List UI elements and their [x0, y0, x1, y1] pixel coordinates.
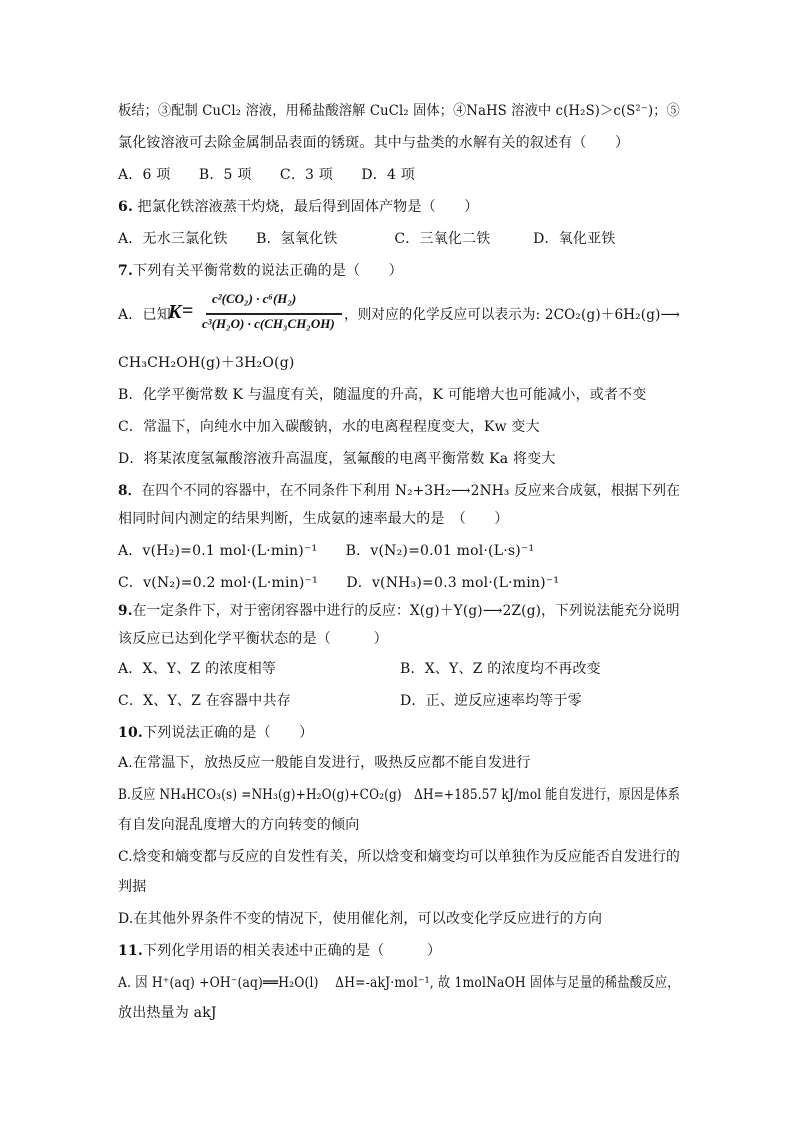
q7-option-a-post: ，则对应的化学反应可以表示为: 2CO₂(g)＋6H₂(g)⟶ — [344, 307, 681, 323]
question-7 — [118, 262, 403, 280]
q10-option-b: B.反应 NH₄HCO₃(s) =NH₃(g)+H₂O(g)+CO₂(g) ΔH=+185.57 kJ/mol 能自发进行，原因是体系 — [118, 787, 680, 803]
equilibrium-constant-formula — [168, 291, 344, 339]
q10-option-c: C.焓变和熵变都与反应的自发性有关，所以焓变和熵变均可以单独作为反应能否自发进行的 — [118, 849, 681, 865]
q9-option-d: D．正、逆反应速率均等于零 — [400, 693, 582, 709]
q7-option-c: C．常温下，向纯水中加入碳酸钠，水的电离程程度变大，Kw 变大 — [118, 419, 540, 435]
text-line: 判据 — [118, 879, 147, 895]
question-text: 下列说法正确的是（ ） — [142, 725, 314, 741]
formula-denominator: c³(H₂O) · c(CH₃CH₂OH) — [202, 316, 335, 331]
text-line: 该反应已达到化学平衡状态的是（ ） — [118, 631, 388, 647]
text-line: 有自发向混乱度增大的方向转变的倾向 — [118, 817, 360, 833]
q9-option-c: C．X、Y、Z 在容器中共存 — [118, 693, 291, 709]
question-text: 下列有关平衡常数的说法正确的是（ ） — [133, 263, 403, 279]
question-number: 11. — [118, 943, 143, 959]
question-number: 10. — [118, 725, 143, 741]
q8-options-cd: C．v(N₂)=0.2 mol·(L·min)⁻¹ D．v(NH₃)=0.3 mol·(L·min)⁻¹ — [118, 575, 560, 591]
q10-option-a: A.在常温下，放热反应一般能自发进行，吸热反应都不能自发进行 — [118, 755, 531, 771]
q6-options: A．无水三氯化铁 B．氢氧化铁 C．三氧化二铁 D．氧化亚铁 — [118, 231, 616, 247]
question-text: 在四个不同的容器中，在不同条件下利用 N₂+3H₂⟶2NH₃ 反应来合成氨，根据下列在 — [141, 483, 681, 499]
text-line: 相同时间内测定的结果判断，生成氨的速率最大的是 （ ） — [118, 511, 509, 527]
question-9 — [118, 602, 680, 620]
q7-option-a-cont: CH₃CH₂OH(g)＋3H₂O(g) — [118, 355, 295, 371]
question-text: 在一定条件下，对于密闭容器中进行的反应：X(g)＋Y(g)⟶2Z(g)，下列说法能充分说明 — [132, 603, 680, 619]
question-number: 8． — [118, 483, 142, 499]
question-11 — [118, 942, 441, 960]
q9-option-a: A．X、Y、Z 的浓度相等 — [118, 661, 277, 677]
fraction-bar — [206, 313, 342, 315]
formula-equals: = — [182, 300, 194, 322]
q7-option-b: B．化学平衡常数 K 与温度有关，随温度的升高，K 可能增大也可能减小，或者不变 — [118, 387, 647, 403]
question-number: 9. — [118, 603, 133, 619]
question-number: 6. — [118, 199, 134, 215]
formula-numerator: c²(CO₂) · c⁶(H₂) — [212, 291, 297, 306]
question-number: 7. — [118, 263, 134, 279]
q7-option-d: D．将某浓度氢氟酸溶液升高温度，氢氟酸的电离平衡常数 Ka 将变大 — [118, 451, 556, 467]
q11-option-a: A. 因 H⁺(aq) +OH⁻(aq)══H₂O(l) ΔH=-akJ·mol⁻¹, 故 1molNaOH 固体与足量的稀盐酸反应， — [118, 975, 680, 991]
question-6 — [118, 198, 478, 216]
question-8 — [118, 482, 680, 500]
text-line: 放出热量为 akJ — [118, 1005, 217, 1021]
q8-options-ab: A．v(H₂)=0.1 mol·(L·min)⁻¹ B．v(N₂)=0.01 mol·(L·s)⁻¹ — [118, 543, 535, 559]
question-10 — [118, 724, 313, 742]
formula-k: K — [168, 301, 182, 323]
q5-options: A．6 项 B．5 项 C．3 项 D．4 项 — [118, 167, 415, 183]
q7-option-a-pre: A．已知 — [118, 307, 171, 323]
question-text: 把氯化铁溶液蒸干灼烧，最后得到固体产物是（ ） — [133, 199, 479, 215]
text-line: 板结；③配制 CuCl₂ 溶液，用稀盐酸溶解 CuCl₂ 固体；④NaHS 溶液中 c(H₂S)＞c(S²⁻)；⑤ — [118, 103, 680, 119]
q10-option-d: D.在其他外界条件不变的情况下，使用催化剂，可以改变化学反应进行的方向 — [118, 911, 603, 927]
text-line: 氯化铵溶液可去除金属制品表面的锈斑。其中与盐类的水解有关的叙述有（ ） — [118, 135, 630, 151]
question-text: 下列化学用语的相关表述中正确的是（ ） — [142, 943, 442, 959]
q9-option-b: B．X、Y、Z 的浓度均不再改变 — [400, 661, 601, 677]
